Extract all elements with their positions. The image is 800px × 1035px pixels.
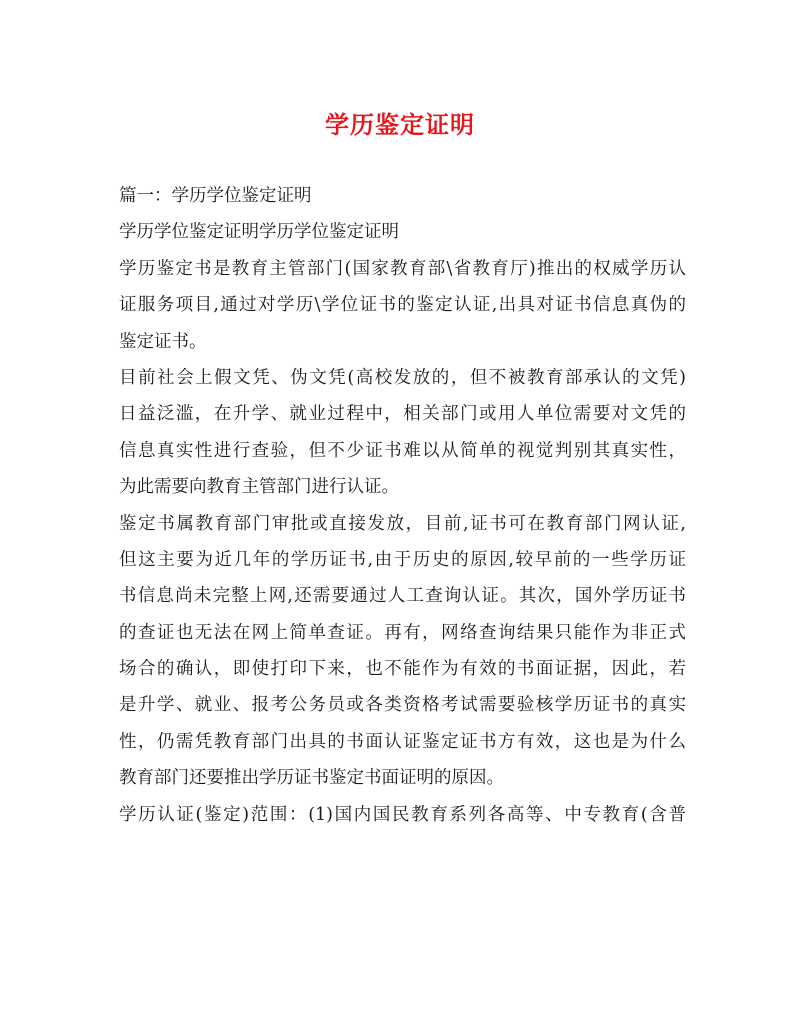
paragraph-line: 鉴定证书。 — [119, 331, 207, 352]
paragraph-line: 书信息尚未完整上网,还需要通过人工查询认证。其次，国外学历证书 — [119, 586, 686, 607]
subtitle-line: 学历学位鉴定证明学历学位鉴定证明 — [119, 222, 399, 243]
section-heading: 篇一：学历学位鉴定证明 — [119, 186, 312, 206]
paragraph-line: 场合的确认，即使打印下来，也不能作为有效的书面证据，因此，若 — [119, 659, 686, 680]
document-body — [119, 178, 686, 833]
paragraph-line: 性，仍需凭教育部门出具的书面认证鉴定证书方有效，这也是为什么 — [119, 731, 686, 752]
paragraph-line: 日益泛滥，在升学、就业过程中，相关部门或用人单位需要对文凭的 — [119, 404, 686, 425]
paragraph-line: 目前社会上假文凭、伪文凭(高校发放的，但不被教育部承认的文凭) — [119, 367, 686, 388]
paragraph-line: 是升学、就业、报考公务员或各类资格考试需要验核学历证书的真实 — [119, 695, 686, 716]
paragraph-line: 但这主要为近几年的学历证书,由于历史的原因,较早前的一些学历证 — [119, 549, 686, 570]
paragraph-line: 学历鉴定书是教育主管部门(国家教育部\省教育厅)推出的权威学历认 — [119, 258, 686, 279]
paragraph-line: 教育部门还要推出学历证书鉴定书面证明的原因。 — [119, 768, 504, 789]
paragraph-line: 信息真实性进行查验，但不少证书难以从简单的视觉判别其真实性， — [119, 440, 686, 461]
paragraph-line: 为此需要向教育主管部门进行认证。 — [119, 477, 399, 498]
paragraph-line: 鉴定书属教育部门审批或直接发放，目前,证书可在教育部门网认证, — [119, 513, 686, 534]
paragraph-line: 的查证也无法在网上简单查证。再有，网络查询结果只能作为非正式 — [119, 622, 686, 643]
page-title: 学历鉴定证明 — [325, 110, 475, 139]
paragraph-line: 学历认证(鉴定)范围：(1)国内国民教育系列各高等、中专教育(含普 — [119, 804, 686, 825]
paragraph-line: 证服务项目,通过对学历\学位证书的鉴定认证,出具对证书信息真伪的 — [119, 295, 686, 316]
